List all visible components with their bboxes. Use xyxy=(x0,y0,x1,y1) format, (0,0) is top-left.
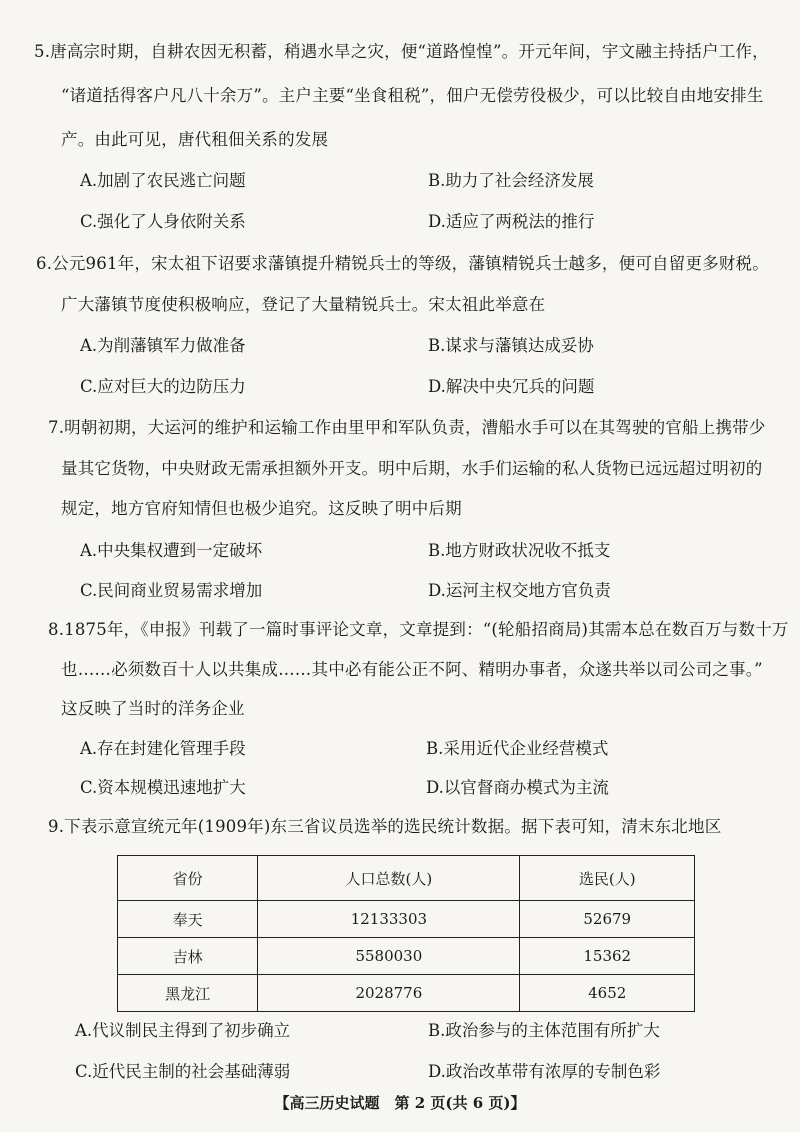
q7-option-a: A.中央集权遭到一定破坏 xyxy=(80,541,263,560)
q7-option-b: B.地方财政状况收不抵支 xyxy=(428,541,611,560)
table-header-cell: 省份 xyxy=(118,856,258,901)
q8-option-b: B.采用近代企业经营模式 xyxy=(426,739,609,758)
q6-line-1: 6.公元961年，宋太祖下诏要求藩镇提升精锐兵士的等级，藩镇精锐兵士越多，便可自留更多财税。 xyxy=(36,254,769,273)
q5-option-a: A.加剧了农民逃亡问题 xyxy=(80,171,246,190)
table-cell: 奉天 xyxy=(118,901,258,938)
table-row xyxy=(118,938,695,975)
q6-option-c: C.应对巨大的边防压力 xyxy=(80,377,246,396)
table-cell: 52679 xyxy=(520,901,695,938)
q6-line-2: 广大藩镇节度使积极响应，登记了大量精锐兵士。宋太祖此举意在 xyxy=(61,295,546,314)
table-cell: 5580030 xyxy=(258,938,520,975)
table-cell: 4652 xyxy=(520,975,695,1012)
q7-option-c: C.民间商业贸易需求增加 xyxy=(80,581,263,600)
q8-option-d: D.以官督商办模式为主流 xyxy=(426,778,609,797)
q5-option-b: B.助力了社会经济发展 xyxy=(428,171,594,190)
q7-line-2: 量其它货物，中央财政无需承担额外开支。明中后期，水手们运输的私人货物已远远超过明初的 xyxy=(61,459,763,478)
page-footer: 【高三历史试题 第 2 页(共 6 页)】 xyxy=(274,1094,526,1112)
q7-line-1: 7.明朝初期，大运河的维护和运输工作由里甲和军队负责，漕船水手可以在其驾驶的官船上携带少 xyxy=(48,418,766,437)
q9-option-b: B.政治参与的主体范围有所扩大 xyxy=(428,1021,660,1040)
table-header-cell: 人口总数(人) xyxy=(258,856,520,901)
q5-option-d: D.适应了两税法的推行 xyxy=(428,212,595,231)
q6-option-b: B.谋求与藩镇达成妥协 xyxy=(428,336,594,355)
q8-line-2: 也……必须数百十人以共集成……其中必有能公正不阿、精明办事者，众遂共举以司公司之事。” xyxy=(61,660,763,679)
table-row xyxy=(118,975,695,1012)
table-header-cell: 选民(人) xyxy=(520,856,695,901)
table-cell: 2028776 xyxy=(258,975,520,1012)
table-cell: 吉林 xyxy=(118,938,258,975)
q5-option-c: C.强化了人身依附关系 xyxy=(80,212,246,231)
q5-line-1: 5.唐高宗时期，自耕农因无积蓄，稍遇水旱之灾，便“道路惶惶”。开元年间，宇文融主持括户工作， xyxy=(34,42,769,61)
table-cell: 12133303 xyxy=(258,901,520,938)
q8-line-1: 8.1875年，《申报》刊载了一篇时事评论文章，文章提到：“(轮船招商局)其需本总在数百万与数十万 xyxy=(48,620,789,639)
table-row xyxy=(118,901,695,938)
voter-statistics-table xyxy=(117,855,695,1012)
q5-line-3: 产。由此可见，唐代租佃关系的发展 xyxy=(61,130,329,149)
table-cell: 黑龙江 xyxy=(118,975,258,1012)
q8-option-a: A.存在封建化管理手段 xyxy=(80,739,246,758)
table-cell: 15362 xyxy=(520,938,695,975)
table-header-row xyxy=(118,856,695,901)
q7-line-3: 规定，地方官府知情但也极少追究。这反映了明中后期 xyxy=(61,499,462,518)
q9-option-a: A.代议制民主得到了初步确立 xyxy=(75,1021,291,1040)
q8-option-c: C.资本规模迅速地扩大 xyxy=(80,778,246,797)
q8-line-3: 这反映了当时的洋务企业 xyxy=(61,699,245,718)
q5-line-2: “诸道括得客户凡八十余万”。主户主要“坐食租税”，佃户无偿劳役极少，可以比较自由地安排生 xyxy=(61,86,764,105)
q6-option-d: D.解决中央冗兵的问题 xyxy=(428,377,595,396)
q7-option-d: D.运河主权交地方官负责 xyxy=(428,581,611,600)
q9-option-d: D.政治改革带有浓厚的专制色彩 xyxy=(428,1062,661,1081)
q6-option-a: A.为削藩镇军力做准备 xyxy=(80,336,246,355)
q9-option-c: C.近代民主制的社会基础薄弱 xyxy=(75,1062,291,1081)
q9-line-1: 9.下表示意宣统元年(1909年)东三省议员选举的选民统计数据。据下表可知，清末东北地区 xyxy=(48,817,722,836)
